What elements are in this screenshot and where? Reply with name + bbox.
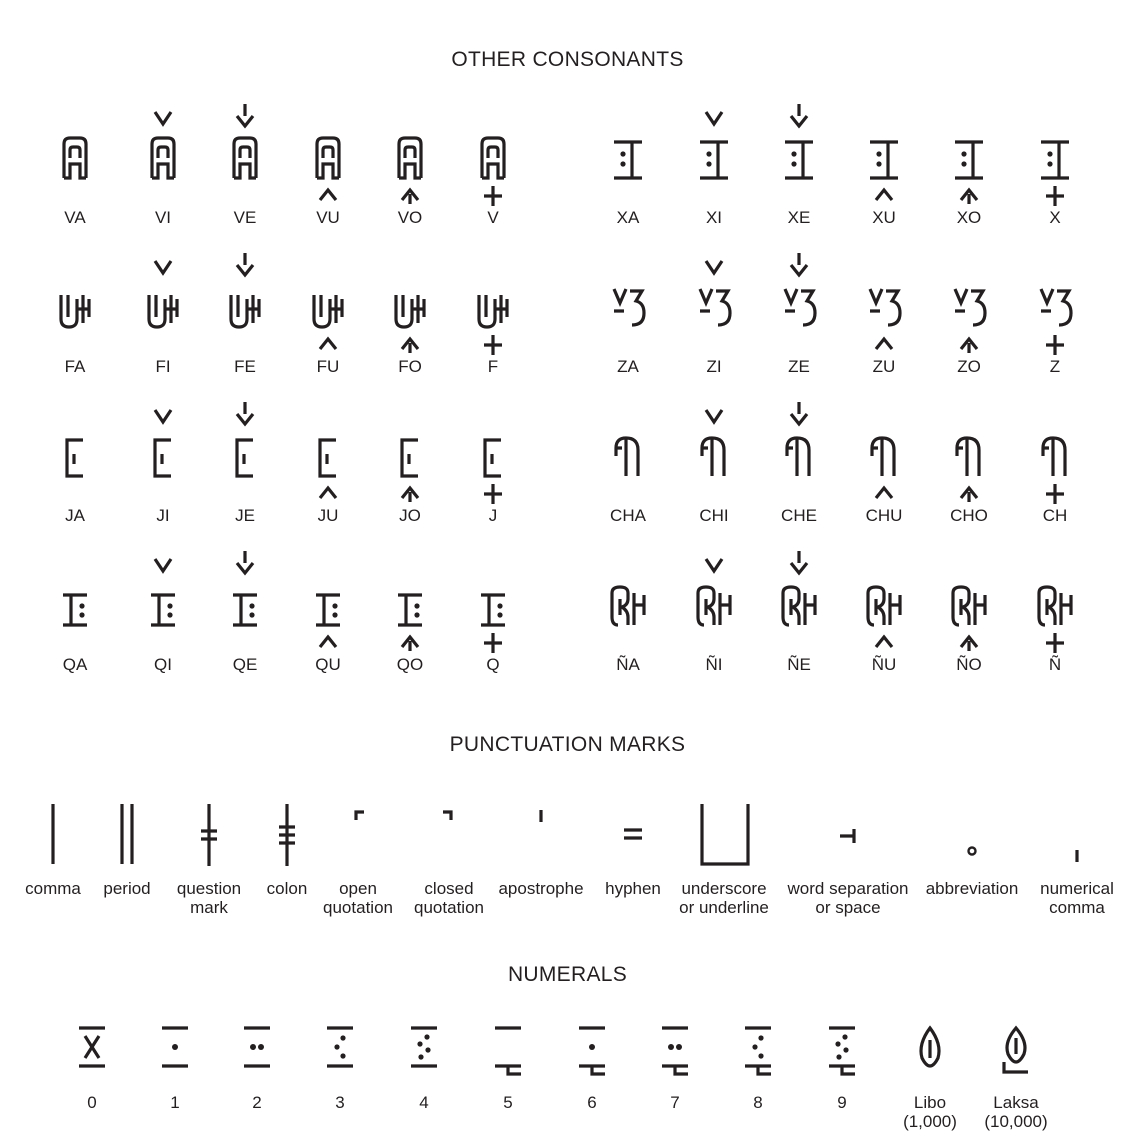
- label-ñi: ÑI: [705, 655, 723, 674]
- glyph-ze: [785, 253, 815, 325]
- glyph-zi: [700, 261, 730, 325]
- glyph-chi: [702, 410, 724, 476]
- punct-question-label: question mark: [176, 879, 242, 917]
- label-qa: QA: [62, 655, 88, 674]
- label-v: V: [487, 208, 499, 227]
- numeral-n2-label: 2: [252, 1093, 262, 1112]
- glyph-ño: [953, 587, 985, 651]
- punct-hyphen-label: hyphen: [605, 879, 661, 898]
- label-za: ZA: [617, 357, 639, 376]
- punct-period-glyph: [122, 804, 132, 864]
- numeral-n9-glyph: [829, 1028, 855, 1074]
- punct-question-glyph: [201, 804, 217, 866]
- punct-close-quote-label: closed quotation: [414, 879, 484, 917]
- glyph-ch: [1043, 438, 1065, 504]
- label-je: JE: [235, 506, 255, 525]
- punct-colon-glyph: [279, 804, 295, 866]
- label-zo: ZO: [957, 357, 981, 376]
- label-va: VA: [64, 208, 86, 227]
- label-che: CHE: [781, 506, 817, 525]
- punct-period-label: period: [103, 879, 151, 898]
- label-ve: VE: [233, 208, 257, 227]
- label-j: J: [488, 506, 498, 525]
- punctuation-heading: PUNCTUATION MARKS: [449, 733, 686, 756]
- label-fe: FE: [234, 357, 256, 376]
- glyph-zo: [955, 289, 985, 353]
- glyph-vi: [152, 112, 174, 178]
- numeral-n3-glyph: [327, 1028, 353, 1066]
- glyph-jo: [402, 440, 418, 502]
- punct-word-sep-label: word separation or space: [787, 879, 909, 917]
- numeral-n2-glyph: [244, 1028, 270, 1066]
- label-chu: CHU: [865, 506, 903, 525]
- glyph-ñ: [1039, 587, 1071, 653]
- glyph-va: [64, 138, 86, 178]
- label-xu: XU: [872, 208, 896, 227]
- label-ñ: Ñ: [1048, 655, 1062, 674]
- glyph-j: [484, 440, 502, 504]
- label-zi: ZI: [706, 357, 722, 376]
- numeral-n7-glyph: [662, 1028, 688, 1074]
- glyph-vo: [399, 138, 421, 204]
- glyph-qi: [151, 559, 175, 625]
- glyph-ñe: [783, 551, 815, 625]
- numeral-n0-glyph: [79, 1028, 105, 1066]
- label-xo: XO: [956, 208, 982, 227]
- label-x: X: [1049, 208, 1061, 227]
- glyph-ji: [155, 410, 171, 476]
- label-fa: FA: [64, 357, 86, 376]
- glyph-xi: [700, 112, 728, 178]
- glyph-xa: [614, 142, 642, 178]
- label-ze: ZE: [788, 357, 810, 376]
- glyph-f: [479, 295, 507, 355]
- label-vi: VI: [154, 208, 172, 227]
- label-vo: VO: [397, 208, 423, 227]
- glyph-xe: [785, 104, 813, 178]
- punct-open-quote-label: open quotation: [323, 879, 393, 917]
- numeral-n1-glyph: [162, 1028, 188, 1066]
- punct-colon-label: colon: [266, 879, 308, 898]
- glyph-fi: [149, 261, 177, 327]
- numeral-n5-label: 5: [503, 1093, 513, 1112]
- label-qe: QE: [232, 655, 258, 674]
- label-z: Z: [1049, 357, 1061, 376]
- label-ju: JU: [317, 506, 339, 525]
- glyph-cho: [957, 438, 979, 502]
- label-cha: CHA: [610, 506, 646, 525]
- glyph-xo: [955, 142, 983, 204]
- numeral-libo-label: Libo (1,000): [903, 1093, 957, 1131]
- glyph-qa: [63, 595, 87, 625]
- glyph-cha: [616, 438, 638, 476]
- punct-close-quote-glyph: [443, 812, 451, 820]
- punct-word-sep-glyph: [840, 829, 854, 843]
- numerals-heading: NUMERALS: [507, 963, 628, 986]
- numeral-n3-label: 3: [335, 1093, 345, 1112]
- glyph-vu: [317, 138, 339, 200]
- label-xi: XI: [705, 208, 723, 227]
- glyph-xu: [870, 142, 898, 200]
- label-q: Q: [486, 655, 500, 674]
- numeral-n6-glyph: [579, 1028, 605, 1074]
- label-qu: QU: [315, 655, 341, 674]
- label-xe: XE: [787, 208, 811, 227]
- glyph-ñi: [698, 559, 730, 625]
- punct-open-quote-glyph: [356, 812, 364, 820]
- numeral-n8-glyph: [745, 1028, 771, 1074]
- numeral-n8-label: 8: [753, 1093, 763, 1112]
- numeral-n4-label: 4: [419, 1093, 429, 1112]
- punct-abbreviation-label: abbreviation: [925, 879, 1019, 898]
- label-fi: FI: [155, 357, 171, 376]
- punct-abbreviation-glyph: [969, 848, 976, 855]
- label-zu: ZU: [872, 357, 896, 376]
- label-xa: XA: [616, 208, 640, 227]
- label-fu: FU: [316, 357, 340, 376]
- glyph-z: [1041, 289, 1071, 355]
- consonants-heading: OTHER CONSONANTS: [451, 48, 684, 71]
- glyph-ve: [234, 104, 256, 178]
- numeral-n1-label: 1: [170, 1093, 180, 1112]
- glyph-za: [614, 289, 644, 325]
- punct-underscore-glyph: [702, 804, 748, 864]
- glyph-fu: [314, 295, 342, 349]
- glyph-je: [237, 402, 253, 476]
- glyph-qu: [316, 595, 340, 647]
- punct-apostrophe-label: apostrophe: [498, 879, 584, 898]
- glyph-ju: [320, 440, 336, 498]
- glyph-v: [482, 138, 504, 206]
- label-ñe: ÑE: [787, 655, 811, 674]
- glyph-fa: [61, 295, 89, 327]
- label-vu: VU: [316, 208, 340, 227]
- label-ja: JA: [65, 506, 85, 525]
- label-chi: CHI: [699, 506, 729, 525]
- numeral-n5-glyph: [495, 1028, 521, 1074]
- glyph-che: [787, 402, 809, 476]
- numeral-n4-glyph: [411, 1028, 437, 1066]
- glyph-x: [1041, 142, 1069, 206]
- glyph-q: [481, 595, 505, 653]
- numeral-n6-label: 6: [587, 1093, 597, 1112]
- punct-num-comma-label: numerical comma: [1040, 879, 1114, 917]
- glyph-qe: [233, 551, 257, 625]
- glyph-chu: [872, 438, 894, 498]
- label-fo: FO: [398, 357, 422, 376]
- numeral-n9-label: 9: [837, 1093, 847, 1112]
- numeral-laksa-label: Laksa (10,000): [984, 1093, 1048, 1131]
- label-ch: CH: [1042, 506, 1068, 525]
- glyph-fe: [231, 253, 259, 327]
- label-qo: QO: [396, 655, 424, 674]
- glyph-zu: [870, 289, 900, 349]
- punct-underscore-label: underscore or underline: [679, 879, 769, 917]
- glyph-fo: [396, 295, 424, 353]
- label-ño: ÑO: [956, 655, 982, 674]
- glyph-ja: [67, 440, 83, 476]
- label-jo: JO: [399, 506, 421, 525]
- punct-hyphen-glyph: [624, 830, 642, 838]
- label-cho: CHO: [950, 506, 988, 525]
- label-qi: QI: [154, 655, 172, 674]
- glyph-qo: [398, 595, 422, 651]
- numeral-laksa-glyph: [1004, 1028, 1028, 1072]
- glyph-ñu: [868, 587, 900, 647]
- label-ña: ÑA: [616, 655, 640, 674]
- numeral-n7-label: 7: [670, 1093, 680, 1112]
- label-ñu: ÑU: [871, 655, 897, 674]
- label-ji: JI: [156, 506, 170, 525]
- numeral-libo-glyph: [921, 1028, 939, 1066]
- label-f: F: [487, 357, 499, 376]
- numeral-n0-label: 0: [87, 1093, 97, 1112]
- punct-comma-label: comma: [25, 879, 81, 898]
- glyph-ña: [612, 587, 644, 625]
